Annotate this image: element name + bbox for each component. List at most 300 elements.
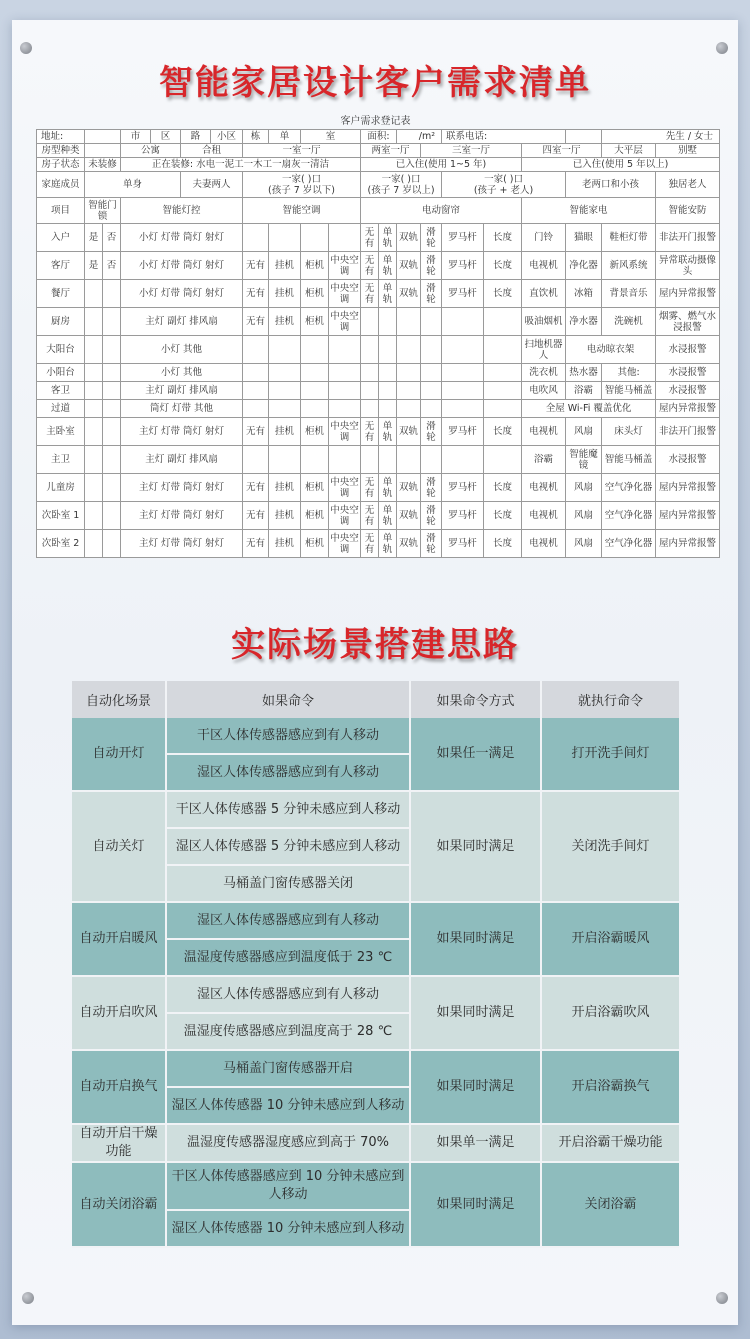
curtain-none-option: 无有 <box>361 252 379 280</box>
ac-cabinet-option: 柜机 <box>301 530 329 558</box>
ac-wall-option: 挂机 <box>269 280 301 308</box>
form-cell <box>361 446 379 474</box>
form-cell <box>329 400 361 418</box>
form-cell <box>484 336 522 364</box>
light-options: 主灯 副灯 排风扇 <box>121 308 243 336</box>
form-cell <box>329 224 361 252</box>
scene-mode: 如果任一满足 <box>411 718 542 792</box>
light-options: 小灯 灯带 筒灯 射灯 <box>121 280 243 308</box>
ac-wall-option: 挂机 <box>269 418 301 446</box>
form-cell <box>301 336 329 364</box>
appliance-option: 洗碗机 <box>602 308 656 336</box>
form-cell <box>103 530 121 558</box>
form-cell <box>85 280 103 308</box>
house-type-option: 别墅 <box>656 144 720 158</box>
scene-row <box>72 1163 679 1211</box>
appliance-option: 智能马桶盖 <box>602 446 656 474</box>
room-name: 主卫 <box>37 446 85 474</box>
form-cell <box>301 364 329 382</box>
security-option: 水浸报警 <box>656 336 720 364</box>
house-status-option: 已入住(使用 5 年以上) <box>522 158 720 172</box>
form-cell <box>103 502 121 530</box>
form-cell <box>269 364 301 382</box>
house-type-option: 四室一厅 <box>522 144 602 158</box>
ac-none-option: 无有 <box>243 530 269 558</box>
room-name: 大阳台 <box>37 336 85 364</box>
curtain-none-option: 无有 <box>361 502 379 530</box>
scene-condition: 温湿度传感器湿度感应到高于 70% <box>167 1125 411 1163</box>
light-options: 主灯 副灯 排风扇 <box>121 382 243 400</box>
appliance-option: 电视机 <box>522 530 566 558</box>
form-cell <box>361 336 379 364</box>
form-cell <box>103 400 121 418</box>
form-cell <box>103 446 121 474</box>
scene-row <box>72 792 679 829</box>
curtain-pulley-option: 滑轮 <box>421 474 442 502</box>
form-cell <box>361 308 379 336</box>
room-name: 餐厅 <box>37 280 85 308</box>
scene-header: 如果命令方式 <box>411 681 542 718</box>
curtain-pulley-option: 滑轮 <box>421 224 442 252</box>
form-cell <box>397 308 421 336</box>
form-cell <box>269 382 301 400</box>
scene-action: 关闭浴霸 <box>542 1163 679 1248</box>
scene-action: 开启浴霸干燥功能 <box>542 1125 679 1163</box>
form-cell <box>484 364 522 382</box>
curtain-roman-option: 罗马杆 <box>442 418 484 446</box>
curtain-length-option: 长度 <box>484 418 522 446</box>
curtain-single-option: 单轨 <box>379 530 397 558</box>
family-option: 夫妻两人 <box>181 172 243 198</box>
form-cell <box>421 336 442 364</box>
appliance-option: 门铃 <box>522 224 566 252</box>
form-cell <box>269 446 301 474</box>
appliance-option: 空气净化器 <box>602 502 656 530</box>
form-cell <box>85 530 103 558</box>
curtain-single-option: 单轨 <box>379 252 397 280</box>
col-header-appliance: 智能家电 <box>522 198 656 224</box>
security-option: 水浸报警 <box>656 382 720 400</box>
curtain-length-option: 长度 <box>484 530 522 558</box>
scene-name: 自动开启吹风 <box>72 977 167 1051</box>
appliance-option: 床头灯 <box>602 418 656 446</box>
house-status-option: 正在装修: 水电一泥工一木工一扇灰一清洁 <box>121 158 361 172</box>
scene-condition: 湿区人体传感器感应到有人移动 <box>167 977 411 1014</box>
curtain-pulley-option: 滑轮 <box>421 418 442 446</box>
form-cell <box>269 224 301 252</box>
ac-cabinet-option: 柜机 <box>301 280 329 308</box>
security-option: 烟雾、燃气水浸报警 <box>656 308 720 336</box>
form-cell <box>85 418 103 446</box>
house-type-label: 房型种类 <box>37 144 85 158</box>
family-count: 一家( )口 <box>484 173 524 185</box>
curtain-none-option: 无有 <box>361 280 379 308</box>
lock-no: 否 <box>103 224 121 252</box>
ac-cabinet-option: 柜机 <box>301 308 329 336</box>
light-options: 主灯 灯带 筒灯 射灯 <box>121 502 243 530</box>
scene-condition: 干区人体传感器感应到有人移动 <box>167 718 411 755</box>
room-name: 客卫 <box>37 382 85 400</box>
form-cell <box>421 446 442 474</box>
light-options: 筒灯 灯带 其他 <box>121 400 243 418</box>
appliance-option: 电动晾衣架 <box>566 336 656 364</box>
curtain-single-option: 单轨 <box>379 502 397 530</box>
room-name: 过道 <box>37 400 85 418</box>
form-cell <box>361 400 379 418</box>
ac-cabinet-option: 柜机 <box>301 252 329 280</box>
curtain-single-option: 单轨 <box>379 474 397 502</box>
form-cell <box>484 400 522 418</box>
form-cell <box>85 474 103 502</box>
appliance-option: 风扇 <box>566 530 602 558</box>
form-cell <box>85 364 103 382</box>
family-option <box>243 172 361 198</box>
form-cell <box>85 144 121 158</box>
ac-central-option: 中央空调 <box>329 502 361 530</box>
scene-condition: 湿区人体传感器 5 分钟未感应到人移动 <box>167 829 411 866</box>
form-cell <box>269 336 301 364</box>
scene-condition: 马桶盖门窗传感器开启 <box>167 1051 411 1088</box>
curtain-length-option: 长度 <box>484 502 522 530</box>
appliance-option: 浴霸 <box>522 446 566 474</box>
security-option: 水浸报警 <box>656 446 720 474</box>
curtain-roman-option: 罗马杆 <box>442 280 484 308</box>
scene-action: 关闭洗手间灯 <box>542 792 679 903</box>
room-name: 小阳台 <box>37 364 85 382</box>
col-header-lock: 智能门锁 <box>85 198 121 224</box>
appliance-option: 直饮机 <box>522 280 566 308</box>
form-cell <box>484 382 522 400</box>
form-cell <box>329 446 361 474</box>
scene-row <box>72 1125 679 1163</box>
family-count: 一家( )口 <box>381 173 421 185</box>
scene-header: 自动化场景 <box>72 681 167 718</box>
light-options: 主灯 灯带 筒灯 射灯 <box>121 474 243 502</box>
appliance-option: 电视机 <box>522 474 566 502</box>
room-name: 厨房 <box>37 308 85 336</box>
house-type-option: 三室一厅 <box>421 144 522 158</box>
appliance-option: 其他: <box>602 364 656 382</box>
room-name: 客厅 <box>37 252 85 280</box>
form-cell <box>243 382 269 400</box>
appliance-option: 智能魔镜 <box>566 446 602 474</box>
curtain-length-option: 长度 <box>484 474 522 502</box>
light-options: 主灯 灯带 筒灯 射灯 <box>121 418 243 446</box>
appliance-option: 冰箱 <box>566 280 602 308</box>
ac-central-option: 中央空调 <box>329 418 361 446</box>
form-cell <box>85 502 103 530</box>
form-cell <box>329 364 361 382</box>
family-option: 老两口和小孩 <box>566 172 656 198</box>
family-option <box>361 172 442 198</box>
family-option <box>442 172 566 198</box>
security-option: 异常联动摄像头 <box>656 252 720 280</box>
form-cell <box>301 382 329 400</box>
house-type-option: 公寓 <box>121 144 181 158</box>
scene-name: 自动开灯 <box>72 718 167 792</box>
form-cell <box>85 382 103 400</box>
curtain-single-option: 单轨 <box>379 224 397 252</box>
form-cell <box>566 130 602 144</box>
light-options: 主灯 副灯 排风扇 <box>121 446 243 474</box>
ac-wall-option: 挂机 <box>269 474 301 502</box>
scene-header: 如果命令 <box>167 681 411 718</box>
curtain-pulley-option: 滑轮 <box>421 502 442 530</box>
appliance-option: 空气净化器 <box>602 474 656 502</box>
curtain-roman-option: 罗马杆 <box>442 530 484 558</box>
form-cell <box>442 336 484 364</box>
scene-condition: 湿区人体传感器 10 分钟未感应到人移动 <box>167 1211 411 1248</box>
form-cell <box>397 382 421 400</box>
col-header-curtain: 电动窗帘 <box>361 198 522 224</box>
scene-row <box>72 1051 679 1088</box>
appliance-option: 扫地机器人 <box>522 336 566 364</box>
scene-condition: 湿区人体传感器感应到有人移动 <box>167 903 411 940</box>
title-label: 先生 / 女士 <box>602 130 720 144</box>
form-cell <box>397 364 421 382</box>
page-title: 智能家居设计客户需求清单 <box>159 63 591 103</box>
ac-central-option: 中央空调 <box>329 474 361 502</box>
curtain-roman-option: 罗马杆 <box>442 474 484 502</box>
house-status-option: 已入住(使用 1~5 年) <box>361 158 522 172</box>
house-status-option: 未装修 <box>85 158 121 172</box>
curtain-pulley-option: 滑轮 <box>421 252 442 280</box>
pin-bottom-left <box>22 1292 34 1304</box>
scene-mode: 如果同时满足 <box>411 977 542 1051</box>
scene-header: 就执行命令 <box>542 681 679 718</box>
appliance-option: 电视机 <box>522 502 566 530</box>
lock-yes: 是 <box>85 224 103 252</box>
phone-label: 联系电话: <box>442 130 566 144</box>
ac-cabinet-option: 柜机 <box>301 418 329 446</box>
form-cell <box>243 224 269 252</box>
curtain-none-option: 无有 <box>361 530 379 558</box>
ac-none-option: 无有 <box>243 308 269 336</box>
appliance-option: 风扇 <box>566 474 602 502</box>
ac-central-option: 中央空调 <box>329 530 361 558</box>
lock-yes: 是 <box>85 252 103 280</box>
form-cell <box>442 364 484 382</box>
curtain-none-option: 无有 <box>361 474 379 502</box>
form-cell <box>361 364 379 382</box>
appliance-option: 风扇 <box>566 418 602 446</box>
scene-table <box>72 681 679 1248</box>
form-cell <box>269 400 301 418</box>
curtain-pulley-option: 滑轮 <box>421 530 442 558</box>
room-name: 次卧室 1 <box>37 502 85 530</box>
form-cell <box>442 446 484 474</box>
scene-action: 开启浴霸暖风 <box>542 903 679 977</box>
curtain-pulley-option: 滑轮 <box>421 280 442 308</box>
scene-row <box>72 977 679 1014</box>
light-options: 小灯 灯带 筒灯 射灯 <box>121 252 243 280</box>
house-type-option: 大平层 <box>602 144 656 158</box>
form-cell <box>397 446 421 474</box>
family-option: 单身 <box>85 172 181 198</box>
col-header-light: 智能灯控 <box>121 198 243 224</box>
curtain-length-option: 长度 <box>484 224 522 252</box>
scene-condition: 温湿度传感器感应到温度低于 23 ℃ <box>167 940 411 977</box>
security-option: 非法开门报警 <box>656 418 720 446</box>
form-cell <box>484 308 522 336</box>
form-cell <box>85 308 103 336</box>
form-cell <box>243 446 269 474</box>
appliance-option: 全屋 Wi-Fi 覆盖优化 <box>522 400 656 418</box>
area-unit: /m² <box>397 130 442 144</box>
scene-condition: 干区人体传感器感应到 10 分钟未感应到人移动 <box>167 1163 411 1211</box>
curtain-roman-option: 罗马杆 <box>442 252 484 280</box>
ac-cabinet-option: 柜机 <box>301 502 329 530</box>
form-cell <box>103 308 121 336</box>
form-cell <box>379 446 397 474</box>
security-option: 屋内异常报警 <box>656 474 720 502</box>
addr-road: 路 <box>181 130 211 144</box>
light-options: 小灯 灯带 筒灯 射灯 <box>121 224 243 252</box>
curtain-none-option: 无有 <box>361 418 379 446</box>
scene-condition: 温湿度传感器感应到温度高于 28 ℃ <box>167 1014 411 1051</box>
form-cell <box>103 280 121 308</box>
form-cell <box>397 400 421 418</box>
form-cell <box>243 336 269 364</box>
family-option: 独居老人 <box>656 172 720 198</box>
form-table <box>36 129 720 558</box>
ac-none-option: 无有 <box>243 502 269 530</box>
form-cell <box>484 446 522 474</box>
curtain-roman-option: 罗马杆 <box>442 502 484 530</box>
ac-wall-option: 挂机 <box>269 530 301 558</box>
curtain-double-option: 双轨 <box>397 224 421 252</box>
section-title: 实际场景搭建思路 <box>231 625 519 665</box>
curtain-none-option: 无有 <box>361 224 379 252</box>
security-option: 屋内异常报警 <box>656 280 720 308</box>
scene-name: 自动开启换气 <box>72 1051 167 1125</box>
form-cell <box>379 382 397 400</box>
ac-none-option: 无有 <box>243 474 269 502</box>
form-caption: 客户需求登记表 <box>340 116 411 127</box>
col-header-ac: 智能空调 <box>243 198 361 224</box>
room-name: 儿童房 <box>37 474 85 502</box>
address-label: 地址: <box>37 130 85 144</box>
form-cell <box>421 400 442 418</box>
pin-top-right <box>716 42 728 54</box>
room-name: 入户 <box>37 224 85 252</box>
room-name: 主卧室 <box>37 418 85 446</box>
security-option: 非法开门报警 <box>656 224 720 252</box>
appliance-option: 热水器 <box>566 364 602 382</box>
form-cell <box>421 364 442 382</box>
curtain-double-option: 双轨 <box>397 530 421 558</box>
form-cell <box>329 382 361 400</box>
pin-top-left <box>20 42 32 54</box>
light-options: 小灯 其他 <box>121 336 243 364</box>
ac-none-option: 无有 <box>243 252 269 280</box>
pin-bottom-right <box>716 1292 728 1304</box>
form-cell <box>421 382 442 400</box>
addr-room: 室 <box>301 130 361 144</box>
house-type-option: 一室一厅 <box>243 144 361 158</box>
appliance-option: 洗衣机 <box>522 364 566 382</box>
form-cell <box>329 336 361 364</box>
house-type-option: 两室一厅 <box>361 144 421 158</box>
scene-condition: 湿区人体传感器感应到有人移动 <box>167 755 411 792</box>
appliance-option: 智能马桶盖 <box>602 382 656 400</box>
scene-name: 自动开启暖风 <box>72 903 167 977</box>
curtain-roman-option: 罗马杆 <box>442 224 484 252</box>
form-cell <box>361 382 379 400</box>
form-cell <box>301 446 329 474</box>
form-cell <box>397 336 421 364</box>
appliance-option: 鞋柜灯带 <box>602 224 656 252</box>
house-type-option: 合租 <box>181 144 243 158</box>
curtain-double-option: 双轨 <box>397 280 421 308</box>
scene-mode: 如果同时满足 <box>411 1163 542 1248</box>
form-cell <box>243 364 269 382</box>
form-cell <box>85 400 103 418</box>
family-count: 一家( )口 <box>282 173 321 185</box>
light-options: 小灯 其他 <box>121 364 243 382</box>
requirement-form <box>36 115 715 558</box>
scene-mode: 如果同时满足 <box>411 903 542 977</box>
curtain-length-option: 长度 <box>484 280 522 308</box>
form-cell <box>379 364 397 382</box>
appliance-option: 电视机 <box>522 418 566 446</box>
appliance-option: 风扇 <box>566 502 602 530</box>
form-cell <box>442 400 484 418</box>
appliance-option: 吸油烟机 <box>522 308 566 336</box>
addr-community: 小区 <box>211 130 243 144</box>
ac-central-option: 中央空调 <box>329 280 361 308</box>
light-options: 主灯 灯带 筒灯 射灯 <box>121 530 243 558</box>
ac-none-option: 无有 <box>243 280 269 308</box>
form-cell <box>301 400 329 418</box>
ac-wall-option: 挂机 <box>269 308 301 336</box>
lock-no: 否 <box>103 252 121 280</box>
curtain-length-option: 长度 <box>484 252 522 280</box>
scene-condition: 干区人体传感器 5 分钟未感应到人移动 <box>167 792 411 829</box>
form-cell <box>85 336 103 364</box>
appliance-option: 净化器 <box>566 252 602 280</box>
ac-wall-option: 挂机 <box>269 502 301 530</box>
scene-name: 自动开启干燥功能 <box>72 1125 167 1163</box>
appliance-option: 净水器 <box>566 308 602 336</box>
appliance-option: 新风系统 <box>602 252 656 280</box>
form-cell <box>379 336 397 364</box>
form-cell <box>103 418 121 446</box>
security-option: 屋内异常报警 <box>656 502 720 530</box>
form-cell <box>103 474 121 502</box>
appliance-option: 背景音乐 <box>602 280 656 308</box>
form-cell <box>421 308 442 336</box>
ac-wall-option: 挂机 <box>269 252 301 280</box>
scene-condition: 湿区人体传感器 10 分钟未感应到人移动 <box>167 1088 411 1125</box>
scene-condition: 马桶盖门窗传感器关闭 <box>167 866 411 903</box>
form-cell <box>442 308 484 336</box>
scene-mode: 如果同时满足 <box>411 792 542 903</box>
scene-row <box>72 903 679 940</box>
curtain-double-option: 双轨 <box>397 474 421 502</box>
appliance-option: 浴霸 <box>566 382 602 400</box>
ac-cabinet-option: 柜机 <box>301 474 329 502</box>
appliance-option: 电吹风 <box>522 382 566 400</box>
curtain-double-option: 双轨 <box>397 502 421 530</box>
form-cell <box>379 400 397 418</box>
security-option: 屋内异常报警 <box>656 400 720 418</box>
ac-central-option: 中央空调 <box>329 252 361 280</box>
family-note: (孩子 7 岁以下) <box>268 184 335 196</box>
scene-mode: 如果同时满足 <box>411 1051 542 1125</box>
ac-none-option: 无有 <box>243 418 269 446</box>
scene-action: 打开洗手间灯 <box>542 718 679 792</box>
